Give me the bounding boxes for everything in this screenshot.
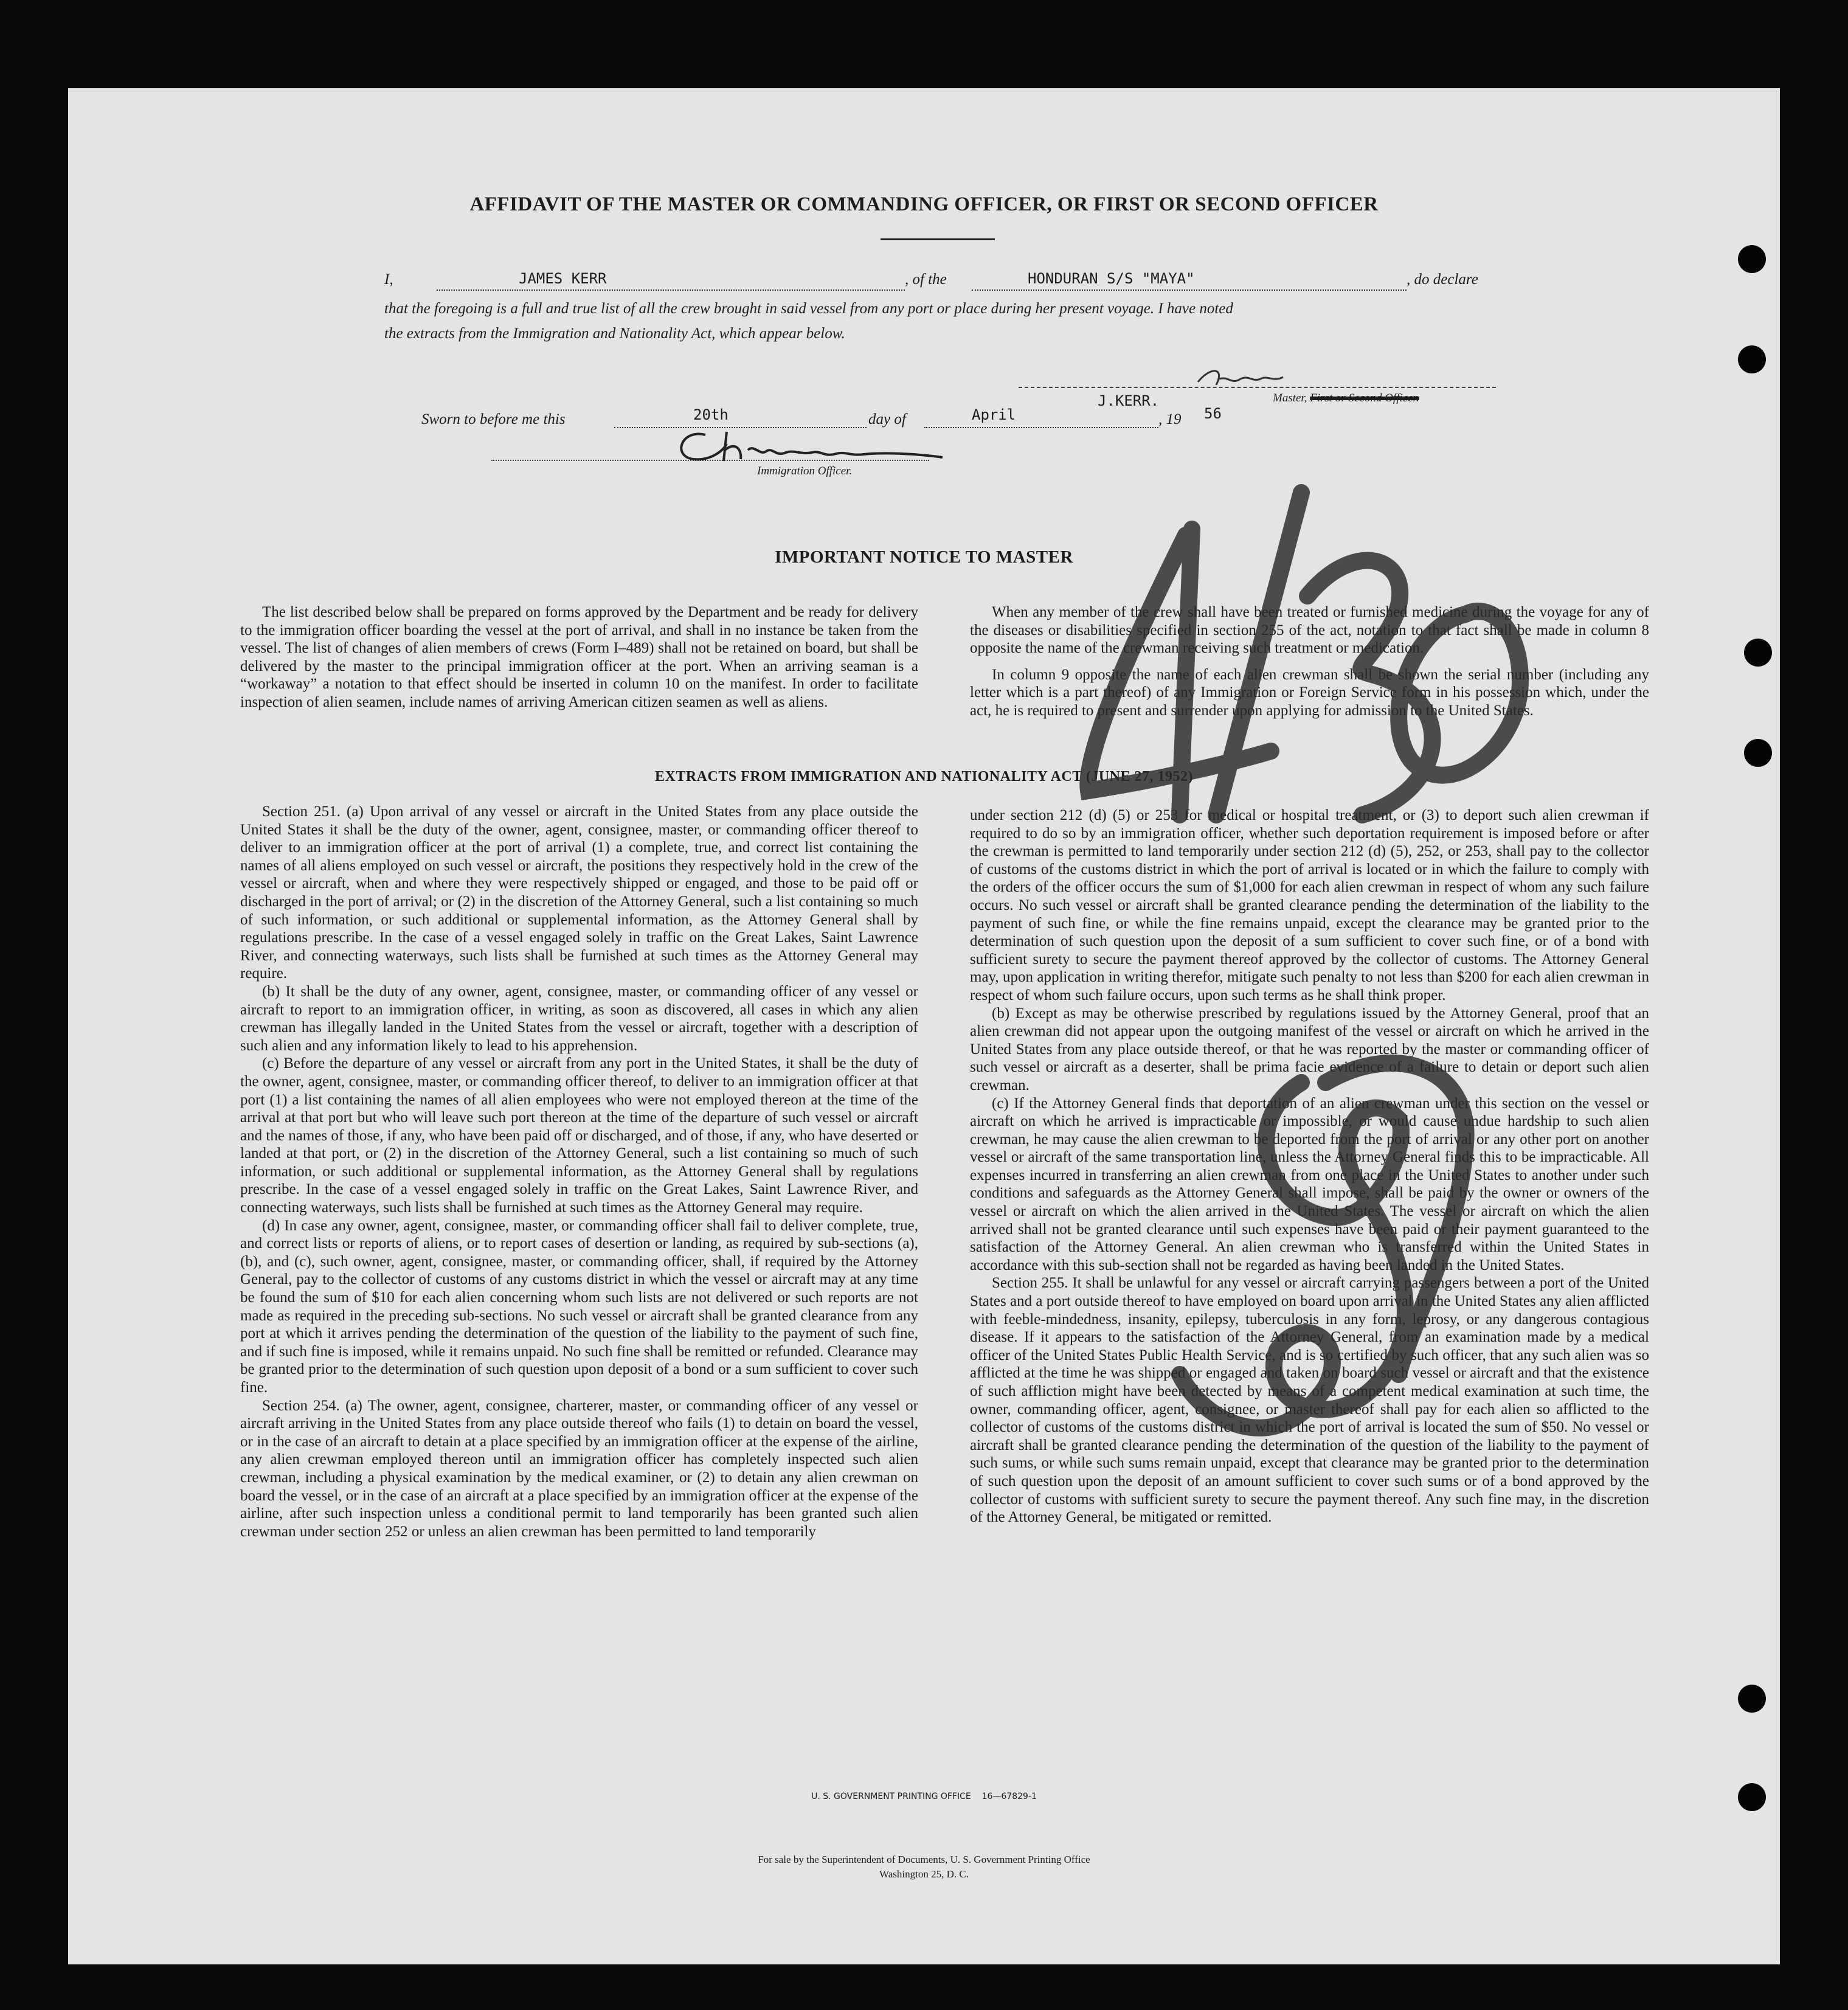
month-line [924,427,1158,428]
master-label-text: Master, [1273,392,1307,404]
notice-left-text [240,603,918,712]
section-254-c: (c) If the Attorney General finds that deportation of an alien crewman under this section on the vessel or aircraft on which he arrived is impracticable or impossible, or would cause undue hardship to such alien crewman, he may cause the alien crewman to be deported from the port of arrival or any other port on another vessel or aircraft of the same transportation line, unless the Attorney General finds this to be impracticable. All expenses incurred in transferring an alien crewman from one place in the United States to another under such conditions and safeguards as the Attorney General shall impose, shall be paid by the owner or owners of the vessel or aircraft on which the alien arrived in the United States. The vessel or aircraft on which the alien arrived shall not be granted clearance until such expenses have been paid or their payment guaranteed to the satisfaction of the Attorney General. An alien crewman who is transferred within the United States in accordance with this sub-section shall not be regarded as having been landed in the United States. [970,1095,1649,1274]
extracts-title: EXTRACTS FROM IMMIGRATION AND NATIONALITY ACT (JUNE 27, 1952) [655,769,1193,785]
statement-line-1: that the foregoing is a full and true list of all the crew brought in said vessel from any port or place during her present voyage. I have noted [384,300,1233,317]
title-rule [881,238,995,240]
officer-signature [669,426,949,468]
i-label: I, [384,271,393,288]
section-254-a: Section 254. (a) The owner, agent, consignee, charterer, master, or commanding officer of any vessel or aircraft arriving in the United States from any place outside thereof who fails (1) to detain on board the vessel, or in the case of an aircraft to detain at a place specified by an immigration officer at the expense of the airline, any alien crewman employed thereon until an immigration officer has completely inspected such alien crewman, including a physical examination by the medical examiner, or (2) to detain any alien crewman on board the vessel, or in the case of an aircraft at a place specified by an immigration officer at the expense of the airline, after such inspection unless a conditional permit to land temporarily has been granted such alien crewman under section 252 or unless an alien crewman has been permitted to land temporarily [240,1397,918,1540]
punch-hole [1744,739,1772,767]
signer-typed: J.KERR. [1098,392,1160,409]
section-254-a-cont: under section 212 (d) (5) or 253 for medical or hospital treatment, or (3) to deport such alien crewman if required to do so by an immigration officer, whether such deportation requirement is imposed before or after the crewman is permitted to land temporarily under section 212 (d) (5), 252, or 253, shall pay to the collector of customs of the customs district in which the port of arrival is located or in which the failure to comply with the orders of the officer occurs the sum of $1,000 for each alien crewman in respect of whom any such failure occurs. No such vessel or aircraft shall be granted clearance pending the determination of the liability to the payment of such fine, or while the fine remains unpaid, except the clearance may be granted prior to the determination of such question upon the deposit of a sum sufficient to cover such fine, or of a bond with sufficient surety to secure the payment thereof approved by the collector of customs. The Attorney General may, upon application in writing therefor, mitigate such penalty to not less than $200 for each alien crewman in respect of whom such failure occurs, upon such terms as he shall think proper. [970,807,1649,1003]
statement-line-2: the extracts from the Immigration and Nationality Act, which appear below. [384,325,845,342]
officer-label: Immigration Officer. [757,465,853,477]
section-251-c: (c) Before the departure of any vessel or aircraft from any port in the United States, it shall be the duty of the owner, agent, consignee, master, or commanding officer thereof, to deliver to an immigration officer at that port (1) a list containing the names of all alien employees who were not employed thereon at the time of the arrival at that port but who will leave such port thereon at the time of the departure of such vessel or aircraft and the names of those, if any, who have been paid off or discharged, and of those, if any, who have deserted or landed at that port, or (2) in the discretion of the Attorney General, such a list containing so much of such information, or such additional or supplemental information, as the Attorney General shall by regulations prescribe. In the case of a vessel engaged solely in traffic on the Great Lakes, Saint Lawrence River, and connecting waterways, such lists shall be furnished at such times as the Attorney General may require. [240,1055,918,1216]
do-declare-label: , do declare [1407,271,1478,288]
notice-right-paragraph-1: When any member of the crew shall have been treated or furnished medicine during the voyage for any of the diseases or disabilities specified in section 255 of the act, notation to that fact shall be made in column 8 opposite the name of the crewman receiving such treatment or medication. [970,604,1649,657]
punch-hole [1738,345,1766,373]
punch-hole [1738,245,1766,273]
section-251-a: Section 251. (a) Upon arrival of any vessel or aircraft in the United States from any place outside the United States it shall be the duty of the owner, agent, consignee, master, or commanding officer thereof to deliver to an immigration officer at the port of arrival (1) a complete, true, and correct list containing the names of all aliens employed on such vessel or aircraft, the positions they respectively hold in the crew of the vessel or aircraft, when and where they were respectively shipped or engaged, and those to be paid off or discharged in the port of arrival; or (2) in the discretion of the Attorney General, such a list containing so much of such information, or such additional or supplemental information, as the Attorney General shall by regulations prescribe. In the case of a vessel engaged solely in traffic on the Great Lakes, Saint Lawrence River, and connecting waterways, such lists shall be furnished at such times as the Attorney General may require. [240,803,918,982]
of-the-label: , of the [905,271,947,288]
day-value: 20th [693,406,728,423]
notice-title: IMPORTANT NOTICE TO MASTER [775,547,1073,567]
punch-hole [1744,639,1772,667]
master-name: JAMES KERR [519,270,607,287]
master-label-struck: First or Second Officer. [1310,392,1419,404]
notice-right-paragraph-2: In column 9 opposite the name of each alien crewman shall be shown the serial number (including any letter which is a part thereof) of any Immigration or Foreign Service form in his possession which, under the act, he is required to present and surrender upon applying for admission to the United States. [970,666,1649,719]
year-prefix: , 19 [1158,411,1182,428]
sale-line-1: For sale by the Superintendent of Documents, U. S. Government Printing Office [758,1854,1090,1865]
crayon-number-marking [985,474,1654,1599]
affidavit-title: AFFIDAVIT OF THE MASTER OR COMMANDING OFFICER, OR FIRST OR SECOND OFFICER [469,193,1379,215]
month-value: April [972,406,1016,423]
vessel-name: HONDURAN S/S "MAYA" [1028,270,1195,287]
section-254-b: (b) Except as may be otherwise prescribed by regulations issued by the Attorney General, proof that an alien crewman did not appear upon the outgoing manifest of the vessel or aircraft on which he arrived in the United States from any place outside thereof, or that he was reported by the master or commanding officer of such vessel or aircraft as a deserter, shall be prima facie evidence of a failure to detain or deport such alien crewman. [970,1005,1649,1093]
vessel-line [972,289,1407,291]
notice-left-paragraph: The list described below shall be prepared on forms approved by the Department and be ready for delivery to the immigration officer boarding the vessel at the port of arrival, and shall in no instance be taken from the vessel. The list of changes of alien members of crews (Form I–489) shall not be retained on board, but shall be delivered by the master to the principal immigration officer at the port. When an arriving seaman is a “workaway” a notation to that effect should be inserted in column 10 on the manifest. In order to facilitate inspection of alien seamen, include names of arriving American citizen seamen as well as aliens. [240,604,918,710]
name-line [437,289,905,291]
gpo-line: U. S. GOVERNMENT PRINTING OFFICE 16—67829-1 [811,1792,1037,1801]
section-255: Section 255. It shall be unlawful for any vessel or aircraft carrying passengers between a port of the United States and a port outside thereof to have employed on board upon arrival in the United States any alien afflicted with feeble-mindedness, insanity, epilepsy, tuberculosis in any form, leprosy, or any dangerous contagious disease. If it appears to the satisfaction of the Attorney General, from an examination made by a medical officer of the United States Public Health Service, and is so certified by such officer, that any such alien was so afflicted at the time he was shipped or engaged and taken on board such vessel or aircraft and that the existence of such affliction might have been detected by means of a competent medical examination at such time, the owner, commanding officer, agent, consignee, or master thereof shall pay for each alien so afflicted to the collector of customs of the customs district in which the port of arrival is located the sum of $50. No vessel or aircraft shall be granted clearance pending the determination of the question of the liability to the payment of such sums, or while such sums remain unpaid, except that clearance may be granted prior to the determination of such question upon the deposit of an amount sufficient to cover such sums or of a bond approved by the collector of customs with sufficient surety to secure the payment thereof. Any such fine may, in the discretion of the Attorney General, be mitigated or remitted. [970,1275,1649,1526]
section-251-d: (d) In case any owner, agent, consignee, master, or commanding officer shall fail to deliver complete, true, and correct lists or reports of aliens, or to report cases of desertion or landing, as required by sub-sections (a), (b), and (c), such owner, agent, consignee, master, or commanding officer, shall, if required by the Attorney General, pay to the collector of customs of any customs district in which the vessel or aircraft may at any time be found the sum of $10 for each alien concerning whom such lists are not delivered or such reports are not made as required in the preceding sub-sections. No such vessel or aircraft shall be granted clearance from any port at which it arrives pending the determination of the question of the liability to the payment of such fine, and if such fine is imposed, while it remains unpaid. No such fine shall be remitted or refunded. Clearance may be granted prior to the determination of such question upon deposit of a bond or a sum sufficient to cover such fine. [240,1217,918,1396]
master-label [1273,392,1419,405]
sworn-label: Sworn to before me this [421,411,566,428]
punch-hole [1738,1685,1766,1713]
extracts-left-column [240,803,918,1540]
day-of-label: day of [868,411,906,428]
section-251-b: (b) It shall be the duty of any owner, agent, consignee, master, or commanding officer of any vessel or aircraft to report to an immigration officer, in writing, as soon as discovered, all cases in which any alien crewman has illegally landed in the United States from the vessel or aircraft, together with a description of such alien and any information likely to lead to his apprehension. [240,983,918,1054]
master-signature [1192,364,1301,394]
year-value: 56 [1204,405,1222,422]
sale-line-2: Washington 25, D. C. [879,1868,969,1880]
